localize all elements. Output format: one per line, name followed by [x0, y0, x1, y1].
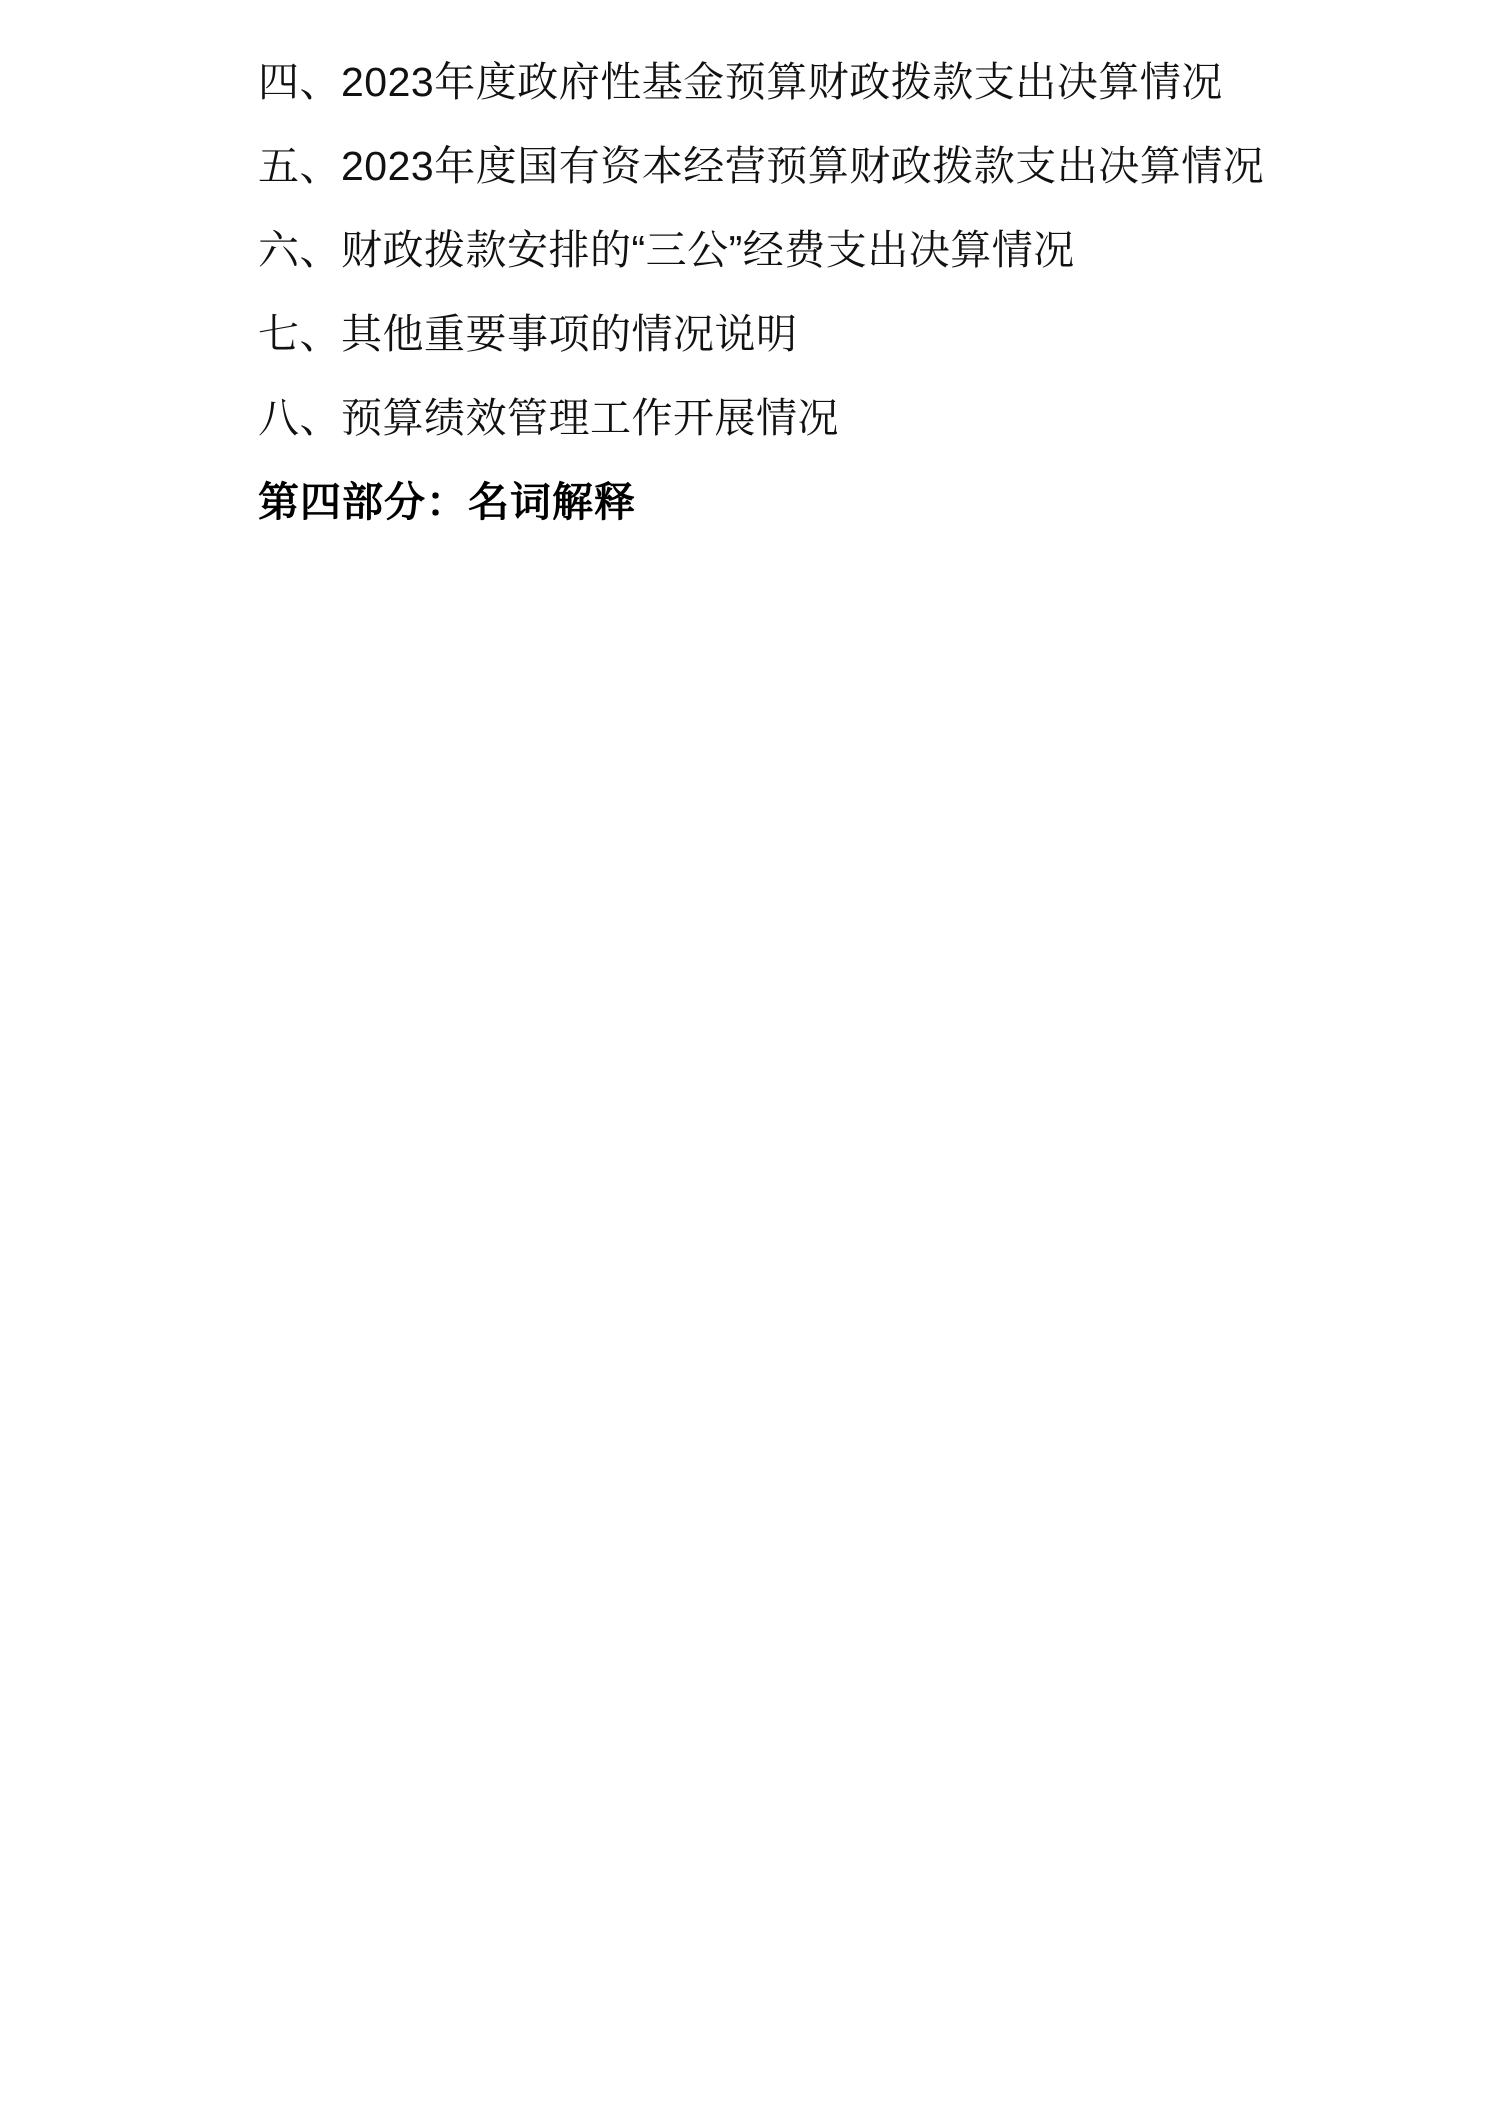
- toc-item-8: 八、预算绩效管理工作开展情况: [258, 395, 839, 441]
- toc-item-6: 六、财政拨款安排的“三公”经费支出决算情况: [258, 227, 1075, 273]
- toc-item-7: 七、其他重要事项的情况说明: [258, 311, 798, 357]
- toc-item-4: 四、2023年度政府性基金预算财政拨款支出决算情况: [258, 59, 1223, 105]
- section-heading-part-four: 第四部分：名词解释: [258, 479, 636, 525]
- toc-item-5: 五、2023年度国有资本经营预算财政拨款支出决算情况: [258, 143, 1265, 189]
- document-content: [258, 59, 1265, 525]
